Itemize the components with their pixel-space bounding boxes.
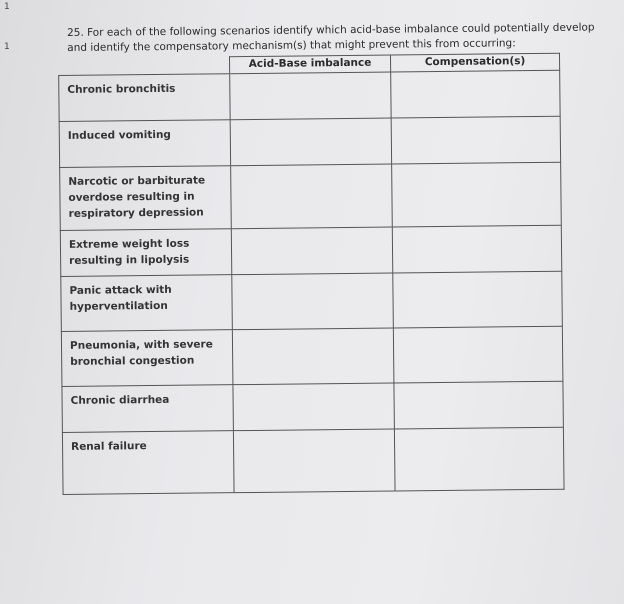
scenario-table <box>58 53 565 495</box>
margin-mark-top: 1 <box>4 2 10 12</box>
compensation-answer-cell[interactable] <box>391 116 561 164</box>
table-row <box>62 381 563 432</box>
header-compensation: Compensation(s) <box>390 53 559 72</box>
question-line-2: and identify the compensatory mechanism(s) that might prevent this from occurring: <box>67 37 516 54</box>
compensation-answer-cell[interactable] <box>393 326 563 383</box>
scenario-cell: Induced vomiting <box>59 120 230 168</box>
compensation-answer-cell[interactable] <box>392 162 562 227</box>
table-row <box>60 226 561 277</box>
compensation-answer-cell[interactable] <box>394 427 564 491</box>
header-scenario <box>59 57 230 76</box>
table-row <box>62 427 564 494</box>
header-acid-base-imbalance: Acid-Base imbalance <box>230 55 391 74</box>
question-line-1: 25. For each of the following scenarios identify which acid-base imbalance could potentially develop <box>67 21 595 39</box>
scenario-cell: Pneumonia, with severe bronchial congestion <box>61 329 233 386</box>
imbalance-answer-cell[interactable] <box>230 72 391 120</box>
compensation-answer-cell[interactable] <box>392 226 562 274</box>
table-row <box>59 116 560 167</box>
compensation-answer-cell[interactable] <box>393 272 563 328</box>
imbalance-answer-cell[interactable] <box>232 328 394 385</box>
imbalance-answer-cell[interactable] <box>233 383 394 431</box>
margin-mark-middle: 1 <box>4 42 10 52</box>
compensation-answer-cell[interactable] <box>394 381 564 429</box>
table-row <box>61 272 563 331</box>
scenario-cell: Narcotic or barbiturate overdose resulting in respiratory depression <box>60 166 232 231</box>
scenario-cell: Renal failure <box>62 431 234 495</box>
table-row <box>60 162 562 230</box>
scenario-table-wrapper <box>58 53 565 495</box>
compensation-answer-cell[interactable] <box>391 70 561 118</box>
scenario-cell: Panic attack with hyperventilation <box>61 275 233 331</box>
imbalance-answer-cell[interactable] <box>230 118 391 166</box>
scenario-cell: Extreme weight loss resulting in lipolysis <box>60 229 231 277</box>
scenario-cell: Chronic bronchitis <box>59 74 230 122</box>
table-row <box>61 326 563 386</box>
imbalance-answer-cell[interactable] <box>231 227 392 275</box>
imbalance-answer-cell[interactable] <box>232 273 394 329</box>
imbalance-answer-cell[interactable] <box>231 164 393 229</box>
question-prompt <box>67 20 612 56</box>
imbalance-answer-cell[interactable] <box>233 429 395 493</box>
table-row <box>59 70 560 121</box>
scenario-cell: Chronic diarrhea <box>62 384 233 432</box>
